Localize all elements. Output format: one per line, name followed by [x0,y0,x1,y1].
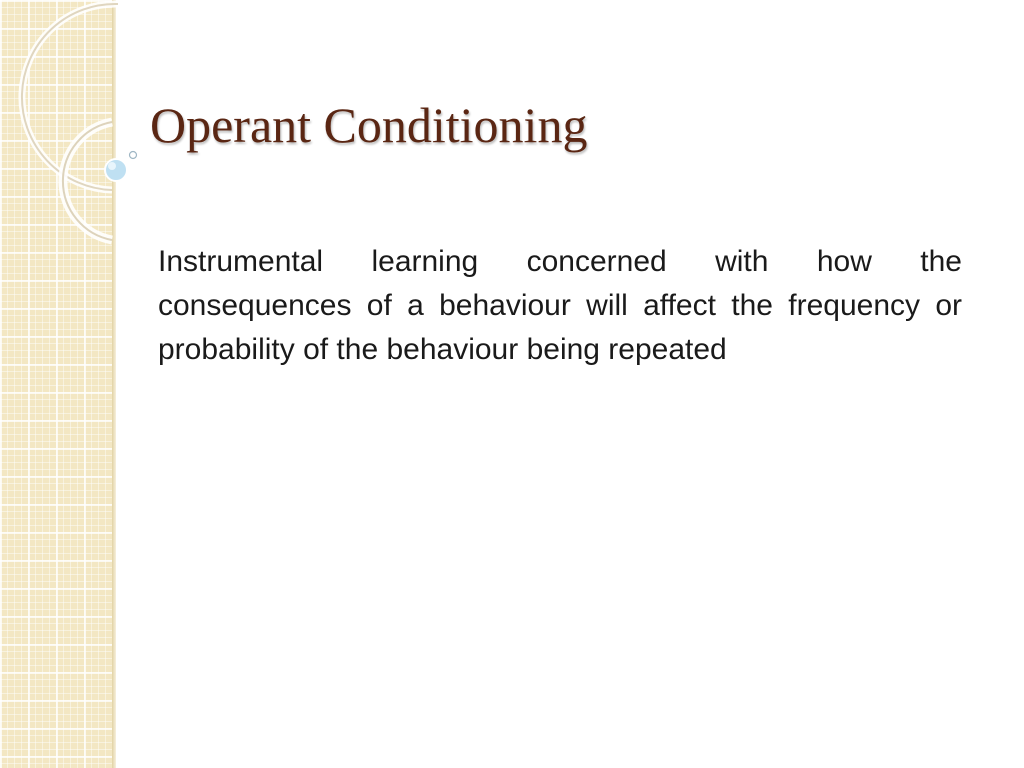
arc-rings-decoration [0,0,160,260]
slide-body-text: Instrumental learning concerned with how the consequences of a behaviour will affect the frequency or probability of the behaviour being repeated [158,245,962,366]
accent-dot-icon [105,159,127,181]
slide-title: Operant Conditioning [150,97,588,153]
small-circle-icon [130,152,137,159]
